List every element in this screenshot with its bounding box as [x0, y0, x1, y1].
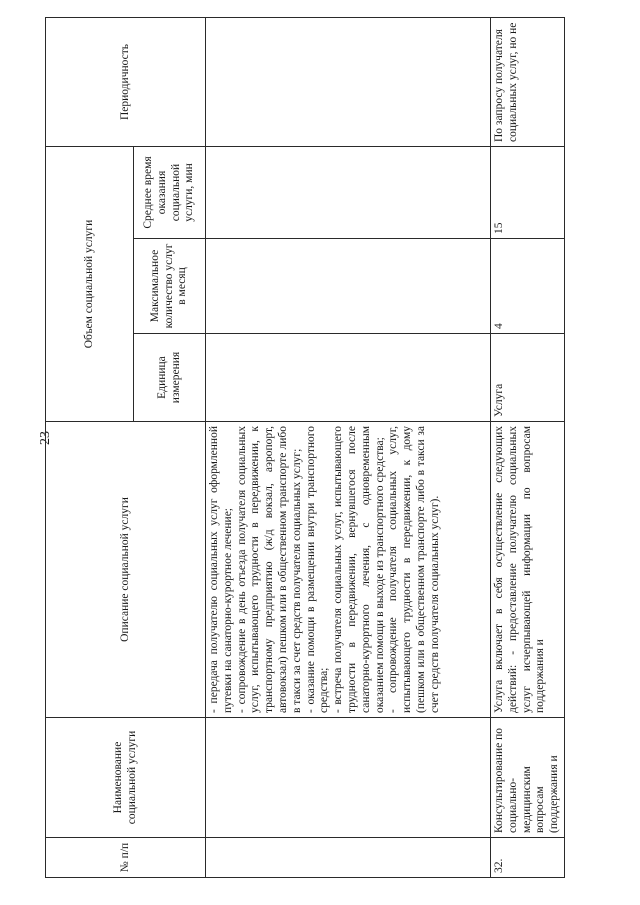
service-name: Консультирование по социально-медицинским вопросам (поддержания и	[491, 718, 565, 838]
header-row-1	[46, 18, 134, 878]
service-avg-time: 15	[491, 147, 565, 239]
header-volume-group: Объем социальной услуги	[46, 147, 134, 422]
header-unit: Единица измерения	[134, 334, 206, 422]
description-line: - сопровождение получателя социальных услуг, испытывающего трудности в передвижении, к дому (пешком или в общественном транспорте либо в такси за счет средств получателя социальных услуг).	[387, 426, 441, 713]
header-description: Описание социальной услуги	[46, 422, 206, 718]
service-max-count: 4	[491, 239, 565, 334]
table-row-32	[491, 18, 565, 878]
description-text: Услуга включает в себя осуществление следующих действий: - предоставление получателю социальных услуг исчерпывающей информации по вопросам поддержания и	[493, 426, 547, 713]
table-row-continuation	[206, 18, 491, 878]
header-max-count: Максимальное количество услуг в месяц	[134, 239, 206, 334]
rotated-page	[45, 18, 561, 878]
row-number: 32.	[491, 838, 565, 878]
cell-empty	[206, 18, 491, 147]
header-periodicity: Периодичность	[46, 18, 206, 147]
cell-empty	[206, 147, 491, 239]
cell-empty	[206, 334, 491, 422]
service-unit: Услуга	[491, 334, 565, 422]
cell-empty	[206, 239, 491, 334]
service-periodicity: По запросу получателя социальных услуг, но не	[491, 18, 565, 147]
description-line: - сопровождение в день отъезда получателя социальных услуг, испытывающего трудности в передвижении, к транспортному предприятию (ж/д вокзал, аэропорт, автовокзал) пешком или в общественном транспорте либо в такси за счет средств получателя социальных услуг;	[235, 426, 303, 713]
description-line: - оказание помощи в размещении внутри транспортного средства;	[304, 426, 331, 713]
header-name: Наименование социальной услуги	[46, 718, 206, 838]
services-table	[45, 17, 565, 878]
header-num: № п/п	[46, 838, 206, 878]
description-line: - передача получателю социальных услуг оформленной путевки на санаторно-курортное лечение;	[208, 426, 234, 713]
header-avg-time: Среднее время оказания социальной услуги, мин	[134, 147, 206, 239]
cell-empty	[206, 838, 491, 878]
description-line: - встреча получателя социальных услуг, испытывающего трудности в передвижении, вернувшегося после санаторно-курортного лечения, с одновременным оказанием помощи в выходе из транспортного средства;	[332, 426, 386, 713]
cell-empty	[206, 718, 491, 838]
page-number: 23	[38, 431, 53, 445]
service-description	[491, 422, 565, 718]
continuation-description	[206, 422, 491, 718]
